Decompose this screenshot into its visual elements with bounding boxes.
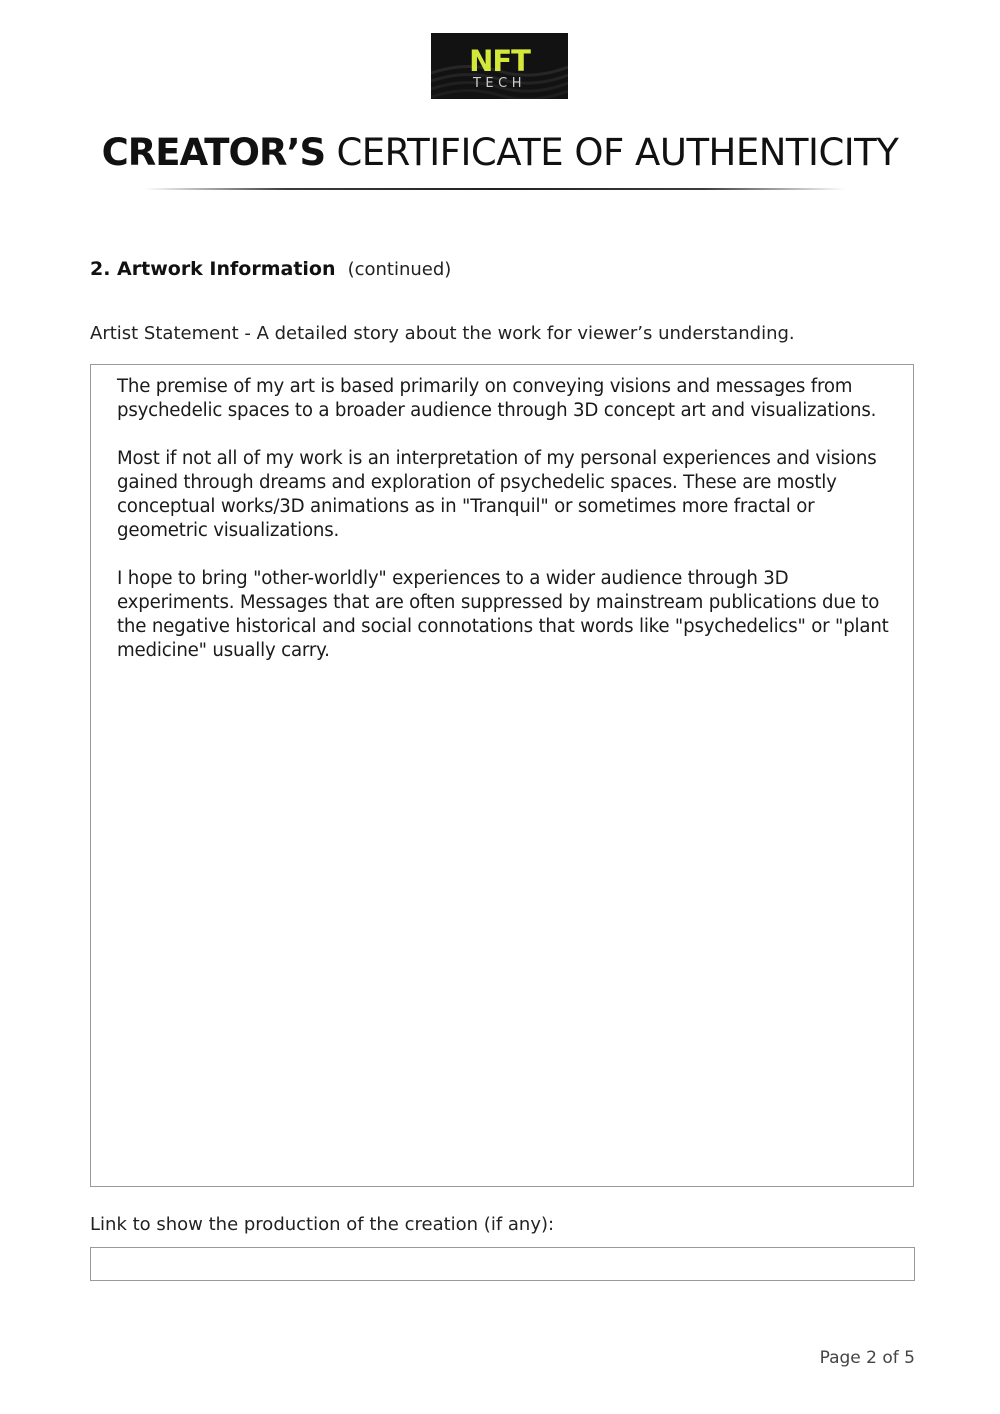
artist-statement-label: Artist Statement - A detailed story about the work for viewer’s understanding.	[90, 323, 795, 344]
production-link-label: Link to show the production of the creation (if any):	[90, 1214, 555, 1235]
page-title	[0, 130, 1000, 176]
logo-wave-graphic	[431, 33, 568, 99]
logo-tech-text: TECH	[472, 76, 527, 91]
title-bold-part: CREATOR’S	[101, 131, 326, 174]
section-heading-continued: (continued)	[347, 259, 452, 280]
artist-statement-field[interactable]	[90, 364, 914, 1187]
title-divider	[145, 188, 845, 190]
production-link-field[interactable]	[90, 1247, 915, 1281]
statement-paragraph: The premise of my art is based primarily on conveying visions and messages from psychedelic spaces to a broader audience through 3D concept art and visualizations.	[117, 376, 877, 421]
section-heading-title: 2. Artwork Information	[90, 258, 336, 280]
statement-paragraph: Most if not all of my work is an interpretation of my personal experiences and visions gained through dreams and exploration of psychedelic spaces. These are mostly conceptual works/3D animations as in "Tranquil" or sometimes more fractal or geometric visualizations.	[117, 448, 877, 541]
section-heading	[90, 257, 451, 282]
page-number: Page 2 of 5	[819, 1348, 915, 1368]
statement-paragraph: I hope to bring "other-worldly" experiences to a wider audience through 3D experiments. Messages that are often suppressed by mainstream publications due to the negative historical and social connotations that words like "psychedelics" or "plant medicine" usually carry.	[117, 568, 889, 661]
title-light-part: CERTIFICATE OF AUTHENTICITY	[336, 131, 899, 174]
logo-nft-text: NFT	[469, 44, 530, 78]
nft-tech-logo	[431, 33, 568, 99]
